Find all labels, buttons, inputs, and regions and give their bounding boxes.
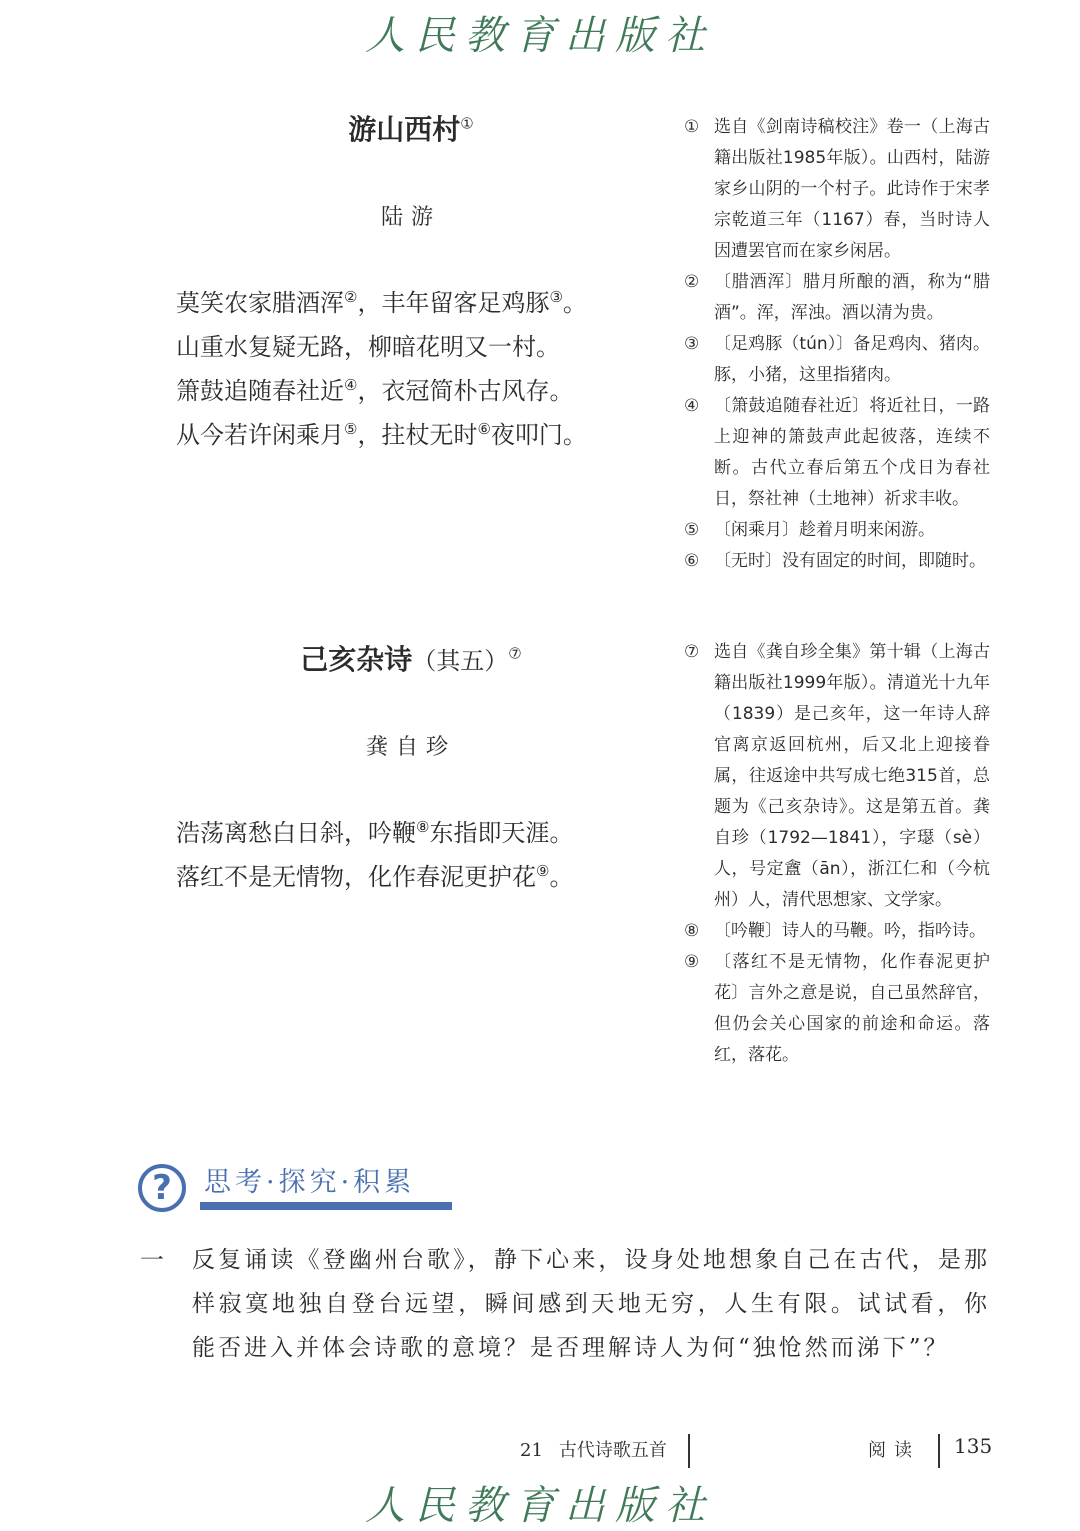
footnote bbox=[684, 515, 990, 546]
footnote-text: 选自《龚自珍全集》第十辑（上海古籍出版社1999年版）。清道光十九年（1839）是己亥年，这一年诗人辞官离京返回杭州，后又北上迎接眷属，往返途中共写成七绝315首，总题为《己亥杂诗》。这是第五首。龚自珍（1792—1841），字璱（sè）人，号定盦（ān），浙江仁和（今杭州）人，清代思想家、文学家。 bbox=[714, 642, 990, 910]
section-underline bbox=[200, 1202, 452, 1210]
footnote-text: 〔腊酒浑〕腊月所酿的酒，称为“腊酒”。浑，浑浊。酒以清为贵。 bbox=[714, 272, 990, 323]
poem-line bbox=[176, 413, 646, 457]
footnote-number: ⑤ bbox=[684, 520, 700, 540]
footnote-mark: ③ bbox=[549, 288, 563, 306]
poem-lines bbox=[176, 281, 646, 457]
footnote-mark: ② bbox=[344, 288, 358, 306]
footnote bbox=[684, 267, 990, 329]
footnote-number: ⑨ bbox=[684, 952, 700, 972]
poem-ji-hai-za-shi bbox=[176, 638, 646, 899]
footnote-mark: ⑦ bbox=[508, 644, 522, 663]
poem-line bbox=[176, 281, 646, 325]
poem-line bbox=[176, 811, 646, 855]
lesson-title: 古代诗歌五首 bbox=[558, 1440, 667, 1461]
footnote-mark: ⑥ bbox=[477, 420, 491, 438]
lesson-number: 21 bbox=[520, 1440, 543, 1461]
footnote-number: ③ bbox=[684, 334, 700, 354]
footnote-text: 〔吟鞭〕诗人的马鞭。吟，指吟诗。 bbox=[714, 921, 986, 941]
footnote-mark: ① bbox=[460, 114, 474, 133]
line-text: 山重水复疑无路，柳暗花明又一村。 bbox=[176, 333, 560, 361]
line-text: 。 bbox=[549, 863, 574, 891]
footnote-text: 选自《剑南诗稿校注》卷一（上海古籍出版社1985年版）。山西村，陆游家乡山阴的一个村子。此诗作于宋孝宗乾道三年（1167）春，当时诗人因遭罢官而在家乡闲居。 bbox=[714, 117, 990, 261]
question-text: 反复诵读《登幽州台歌》，静下心来，设身处地想象自己在古代，是那样寂寞地独自登台远望，瞬间感到天地无穷，人生有限。试试看，你能否进入并体会诗歌的意境？是否理解诗人为何“独怆然而涕下”？ bbox=[192, 1247, 990, 1361]
footnote-mark: ⑨ bbox=[536, 862, 550, 880]
line-text: 落红不是无情物，化作春泥更护花 bbox=[176, 863, 536, 891]
line-text: 箫鼓追随春社近 bbox=[176, 377, 344, 405]
footnote-mark: ④ bbox=[344, 376, 358, 394]
poem-title: 游山西村① bbox=[348, 113, 474, 146]
footnote bbox=[684, 329, 990, 391]
footnote-text: 〔无时〕没有固定的时间，即随时。 bbox=[714, 551, 986, 571]
footnote-text: 〔闲乘月〕趁着月明来闲游。 bbox=[714, 520, 935, 540]
footer-divider bbox=[938, 1434, 940, 1468]
publisher-watermark-bottom: 人民教育出版社 bbox=[365, 1483, 715, 1529]
footnote bbox=[684, 637, 990, 916]
poem-lines bbox=[176, 811, 646, 899]
line-text: ，拄杖无时 bbox=[357, 421, 478, 449]
footnotes-poem2 bbox=[684, 637, 990, 1071]
footnote-number: ⑦ bbox=[684, 642, 700, 662]
line-text: 夜叩门。 bbox=[490, 421, 587, 449]
section-title: 思考·探究·积累 bbox=[204, 1167, 416, 1198]
footnote bbox=[684, 391, 990, 515]
footnote bbox=[684, 916, 990, 947]
footnote-text: 〔落红不是无情物，化作春泥更护花〕言外之意是说，自己虽然辞官，但仍会关心国家的前途和命运。落红，落花。 bbox=[714, 952, 990, 1065]
poem-line bbox=[176, 855, 646, 899]
footer-section: 阅读 bbox=[868, 1440, 920, 1461]
footnote-text: 〔箫鼓追随春社近〕将近社日，一路上迎神的箫鼓声此起彼落，连续不断。古代立春后第五个戊日为春社日，祭社神（土地神）祈求丰收。 bbox=[714, 396, 990, 509]
exercise-question bbox=[140, 1238, 990, 1370]
line-text: 从今若许闲乘月 bbox=[176, 421, 344, 449]
footnote-mark: ⑤ bbox=[344, 420, 358, 438]
line-text: ，衣冠简朴古风存。 bbox=[357, 377, 574, 405]
poem-line bbox=[176, 369, 646, 413]
line-text: 莫笑农家腊酒浑 bbox=[176, 289, 344, 317]
footnote-mark: ⑧ bbox=[416, 818, 430, 836]
footnote-number: ① bbox=[684, 117, 700, 137]
footnote bbox=[684, 112, 990, 267]
lesson-label bbox=[520, 1436, 667, 1462]
footnote-number: ④ bbox=[684, 396, 700, 416]
page-footer bbox=[0, 1430, 1080, 1470]
footnote bbox=[684, 947, 990, 1071]
footer-divider bbox=[688, 1434, 690, 1468]
question-number: 一 bbox=[140, 1246, 164, 1274]
line-text: 。 bbox=[562, 289, 587, 317]
footnotes-poem1 bbox=[684, 112, 990, 577]
poem-line bbox=[176, 325, 646, 369]
footnote bbox=[684, 546, 990, 577]
line-text: 浩荡离愁白日斜，吟鞭 bbox=[176, 819, 416, 847]
question-icon: ? bbox=[138, 1164, 186, 1212]
section-header bbox=[138, 1160, 468, 1212]
poem-author: 陆游 bbox=[380, 205, 441, 230]
poem-title: 己亥杂诗（其五）⑦ bbox=[300, 643, 522, 676]
line-text: 东指即天涯。 bbox=[429, 819, 574, 847]
footnote-text: 〔足鸡豚（tún）〕备足鸡肉、猪肉。豚，小猪，这里指猪肉。 bbox=[714, 334, 990, 385]
line-text: ，丰年留客足鸡豚 bbox=[357, 289, 550, 317]
footnote-number: ② bbox=[684, 272, 700, 292]
publisher-watermark-top: 人民教育出版社 bbox=[365, 13, 715, 59]
poem-author: 龚自珍 bbox=[365, 735, 456, 760]
footnote-number: ⑧ bbox=[684, 921, 700, 941]
poem-you-shan-xi-cun bbox=[176, 108, 646, 457]
page-number: 135 bbox=[954, 1434, 993, 1458]
footnote-number: ⑥ bbox=[684, 551, 700, 571]
